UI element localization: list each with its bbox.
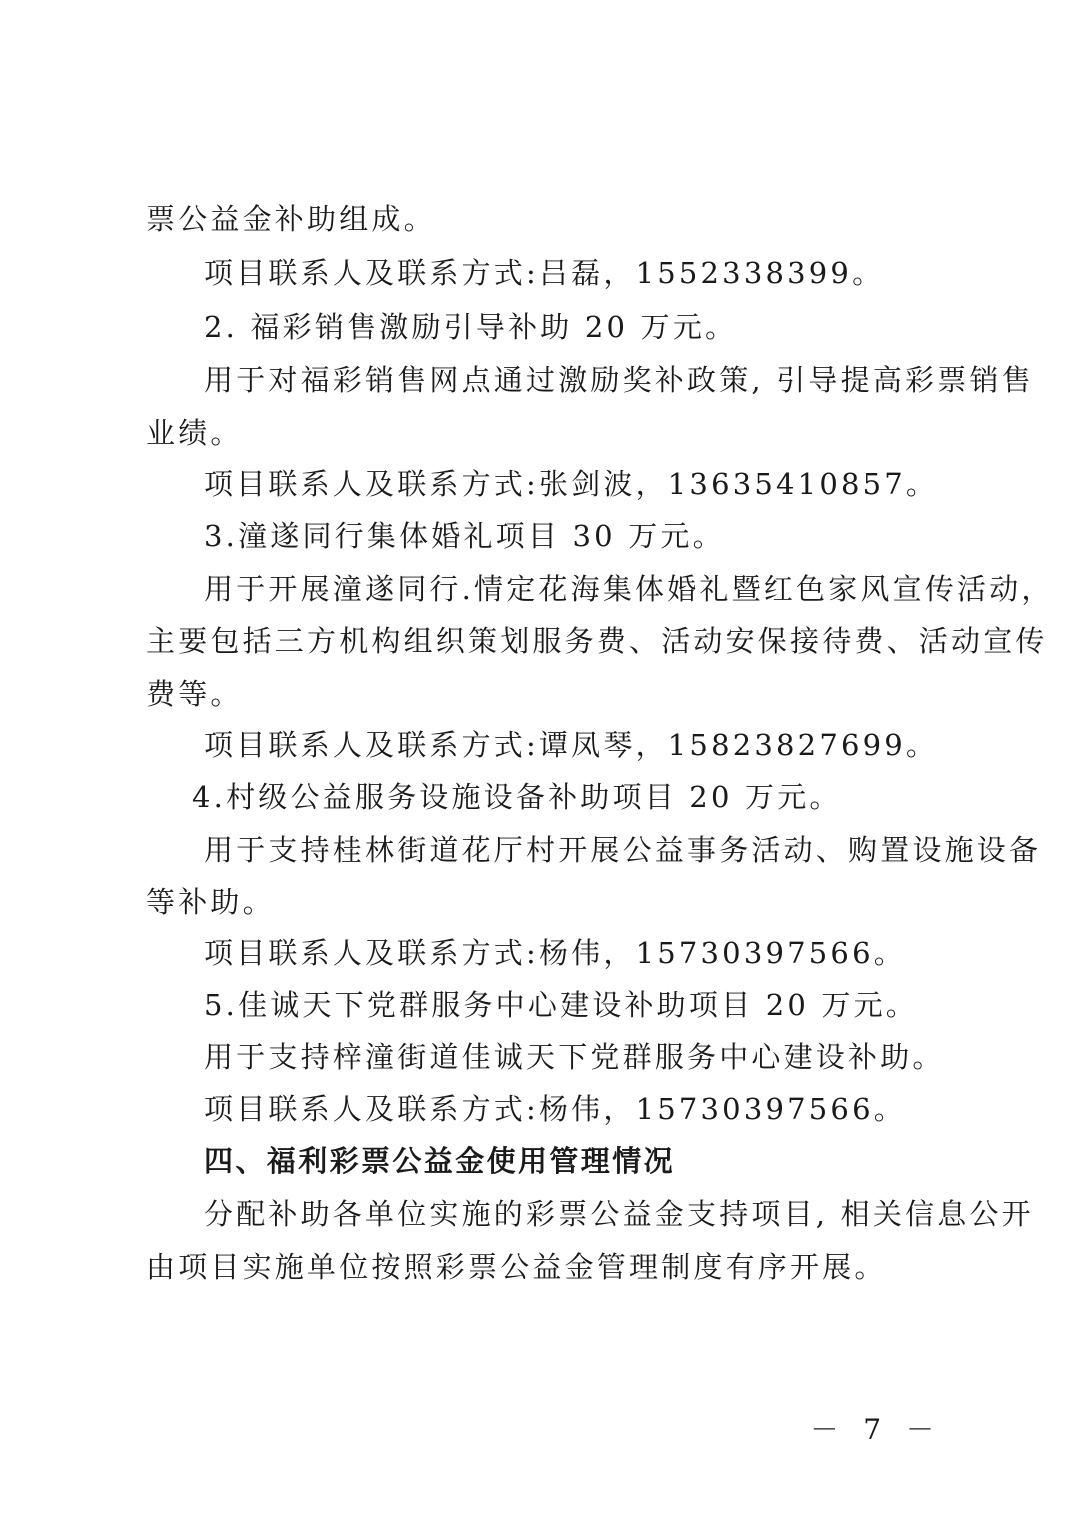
item-heading: 3.潼遂同行集体婚礼项目 30 万元。 — [204, 519, 725, 553]
contact-line: 项目联系人及联系方式:杨伟，15730397566。 — [204, 936, 906, 970]
paragraph-line: 分配补助各单位实施的彩票公益金支持项目, 相关信息公开 — [204, 1197, 1034, 1231]
paragraph-line: 费等。 — [146, 677, 243, 711]
page-number: － 7 － — [810, 1413, 942, 1446]
paragraph-line: 用于支持桂林街道花厅村开展公益事务活动、购置设施设备 — [204, 833, 1042, 867]
paragraph-line: 用于支持梓潼街道佳诚天下党群服务中心建设补助。 — [204, 1040, 945, 1074]
paragraph-line: 用于开展潼遂同行.情定花海集体婚礼暨红色家风宣传活动， — [204, 572, 1054, 606]
paragraph-line: 主要包括三方机构组织策划服务费、活动安保接待费、活动宣传 — [146, 624, 1048, 658]
paragraph-line: 等补助。 — [146, 885, 275, 919]
item-heading: 5.佳诚天下党群服务中心建设补助项目 20 万元。 — [204, 988, 919, 1022]
contact-line: 项目联系人及联系方式:谭凤琴，15823827699。 — [204, 728, 939, 762]
contact-line: 项目联系人及联系方式:杨伟，15730397566。 — [204, 1092, 906, 1126]
paragraph-line: 由项目实施单位按照彩票公益金管理制度有序开展。 — [146, 1250, 887, 1284]
paragraph-line: 用于对福彩销售网点通过激励奖补政策, 引导提高彩票销售 — [204, 363, 1034, 397]
section-heading: 四、福利彩票公益金使用管理情况 — [204, 1144, 676, 1178]
item-heading: 4.村级公益服务设施设备补助项目 20 万元。 — [192, 780, 842, 814]
contact-line: 项目联系人及联系方式:张剑波，13635410857。 — [204, 467, 939, 501]
contact-line: 项目联系人及联系方式:吕磊，1552338399。 — [204, 256, 885, 290]
item-heading: 2. 福彩销售激励引导补助 20 万元。 — [204, 310, 738, 344]
paragraph-line: 业绩。 — [146, 416, 243, 450]
paragraph-line: 票公益金补助组成。 — [146, 202, 436, 236]
